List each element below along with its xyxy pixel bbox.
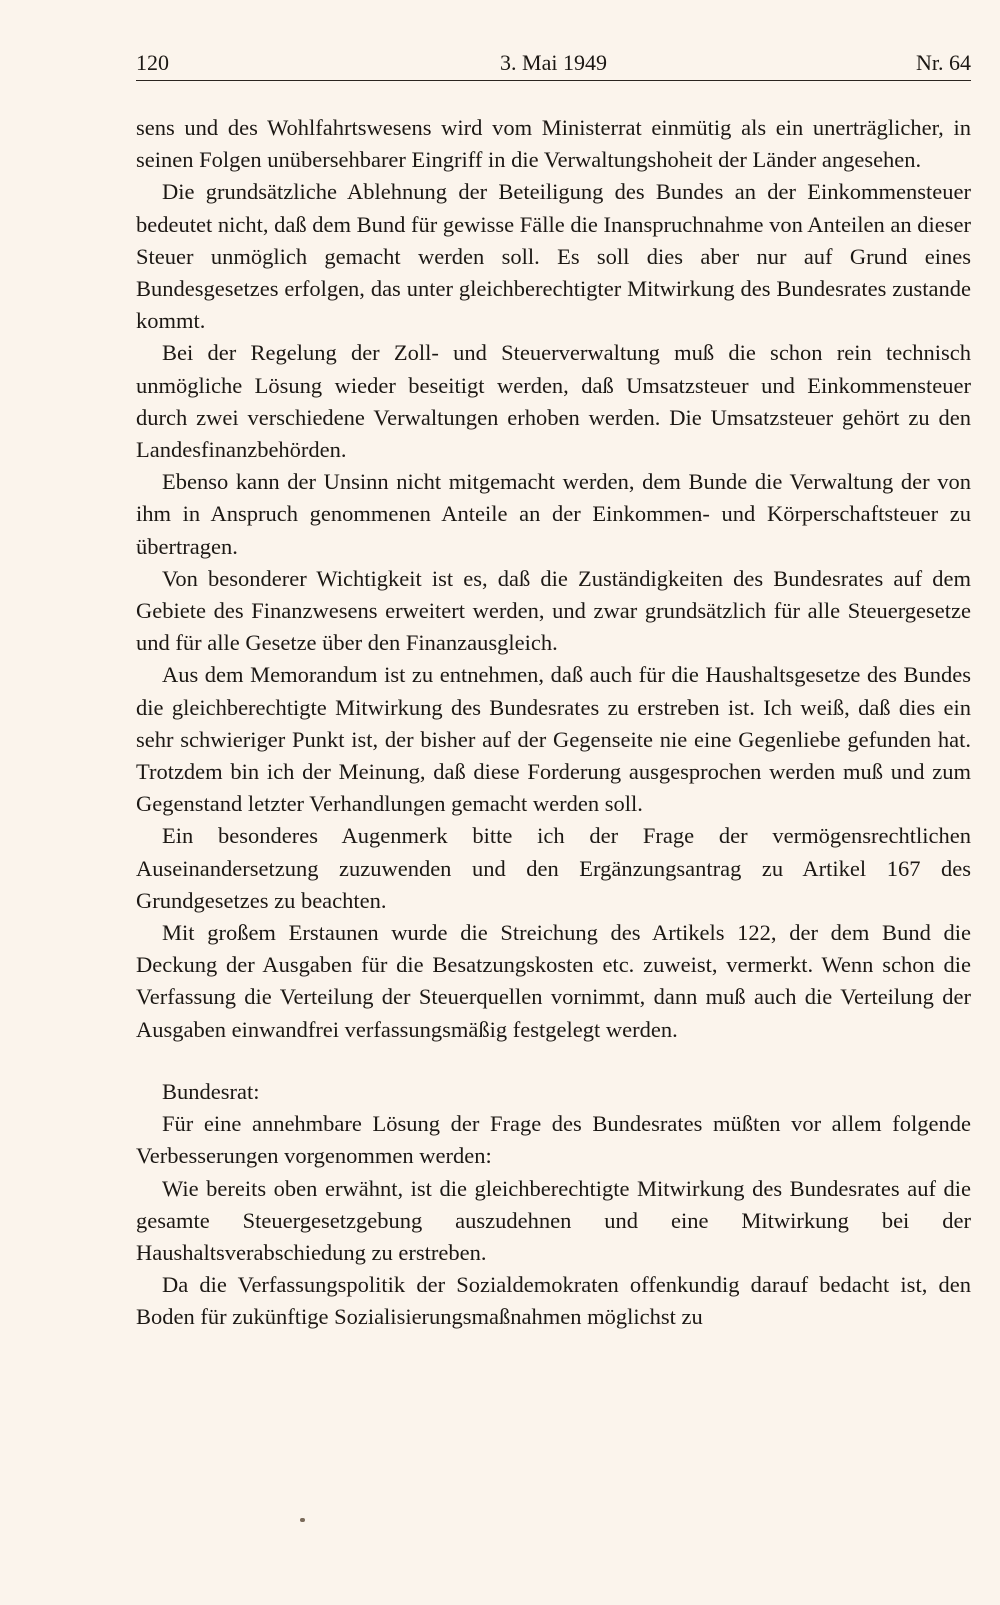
body-text bbox=[136, 112, 971, 1334]
page-number: 120 bbox=[136, 50, 169, 75]
paragraph: Von besonderer Wichtigkeit ist es, daß die Zuständigkeiten des Bundesrates auf dem Gebiete des Finanzwesens erweitert werden, und zwar grundsätzlich für alle Steuergesetze und für alle Gesetze über den Finanzausgleich. bbox=[136, 565, 971, 656]
document-number: Nr. 64 bbox=[916, 50, 971, 75]
paragraph: Ein besonderes Augenmerk bitte ich der Frage der vermögensrechtlichen Auseinandersetzung zuzuwenden und den Ergänzungsantrag zu Artikel 167 des Grundgesetzes zu beachten. bbox=[136, 823, 971, 913]
header-date: 3. Mai 1949 bbox=[500, 50, 607, 75]
paragraph: Bei der Regelung der Zoll- und Steuerverwaltung muß die schon rein technisch unmögliche Lösung wieder beseitigt werden, daß Umsatzsteuer und Einkommensteuer durch zwei verschiedene Verwaltungen erhoben werden. Die Umsatzsteuer gehört zu den Landesfinanzbehörden. bbox=[136, 340, 971, 463]
paragraph: Wie bereits oben erwähnt, ist die gleichberechtigte Mitwirkung des Bundesrates auf die gesamte Steuergesetzgebung auszudehnen und eine Mitwirkung bei der Haushaltsverabschiedung zu erstreben. bbox=[136, 1175, 971, 1265]
section-gap bbox=[136, 1046, 971, 1076]
paragraph: Für eine annehmbare Lösung der Frage des Bundesrates müßten vor allem folgende Verbesserungen vorgenommen werden: bbox=[136, 1111, 971, 1169]
page-header bbox=[136, 46, 971, 81]
paragraph: Ebenso kann der Unsinn nicht mitgemacht werden, dem Bunde die Verwaltung der von ihm in Anspruch genommenen Anteile an der Einkommen- und Körperschaftsteuer zu übertragen. bbox=[136, 469, 971, 559]
paragraph-continued: sens und des Wohlfahrtswesens wird vom Ministerrat einmütig als ein unerträglicher, in seinen Folgen unübersehbarer Eingriff in die Verwaltungshoheit der Länder angesehen. bbox=[136, 115, 971, 173]
section-label: Bundesrat: bbox=[162, 1078, 260, 1104]
paragraph: Mit großem Erstaunen wurde die Streichung des Artikels 122, der dem Bund die Deckung der Ausgaben für die Besatzungskosten etc. zuweist, vermerkt. Wenn schon die Verfassung die Verteilung der Steuerquellen vornimmt, dann muß auch die Verteilung der Ausgaben einwandfrei verfassungsmäßig festgelegt werden. bbox=[136, 920, 971, 1042]
paragraph: Die grundsätzliche Ablehnung der Beteiligung des Bundes an der Einkommensteuer bedeutet nicht, daß dem Bund für gewisse Fälle die Inanspruchnahme von Anteilen an dieser Steuer unmöglich gemacht werden soll. Es soll dies aber nur auf Grund eines Bundesgesetzes erfolgen, das unter gleichberechtigter Mitwirkung des Bundesrates zustande kommt. bbox=[136, 179, 971, 334]
paragraph-truncated: Da die Verfassungspolitik der Sozialdemokraten offenkundig darauf bedacht ist, den Boden für zukünftige Sozialisierungsmaßnahmen möglichst zu bbox=[136, 1272, 971, 1330]
paragraph: Aus dem Memorandum ist zu entnehmen, daß auch für die Haushaltsgesetze des Bundes die gleichberechtigte Mitwirkung des Bundesrates zu erstreben ist. Ich weiß, daß dies ein sehr schwieriger Punkt ist, der bisher auf der Gegenseite nie eine Gegenliebe gefunden hat. Trotzdem bin ich der Meinung, daß diese Forderung ausgesprochen werden muß und zum Gegenstand letzter Verhandlungen gemacht werden soll. bbox=[136, 662, 971, 817]
paper-speck bbox=[300, 1518, 305, 1522]
